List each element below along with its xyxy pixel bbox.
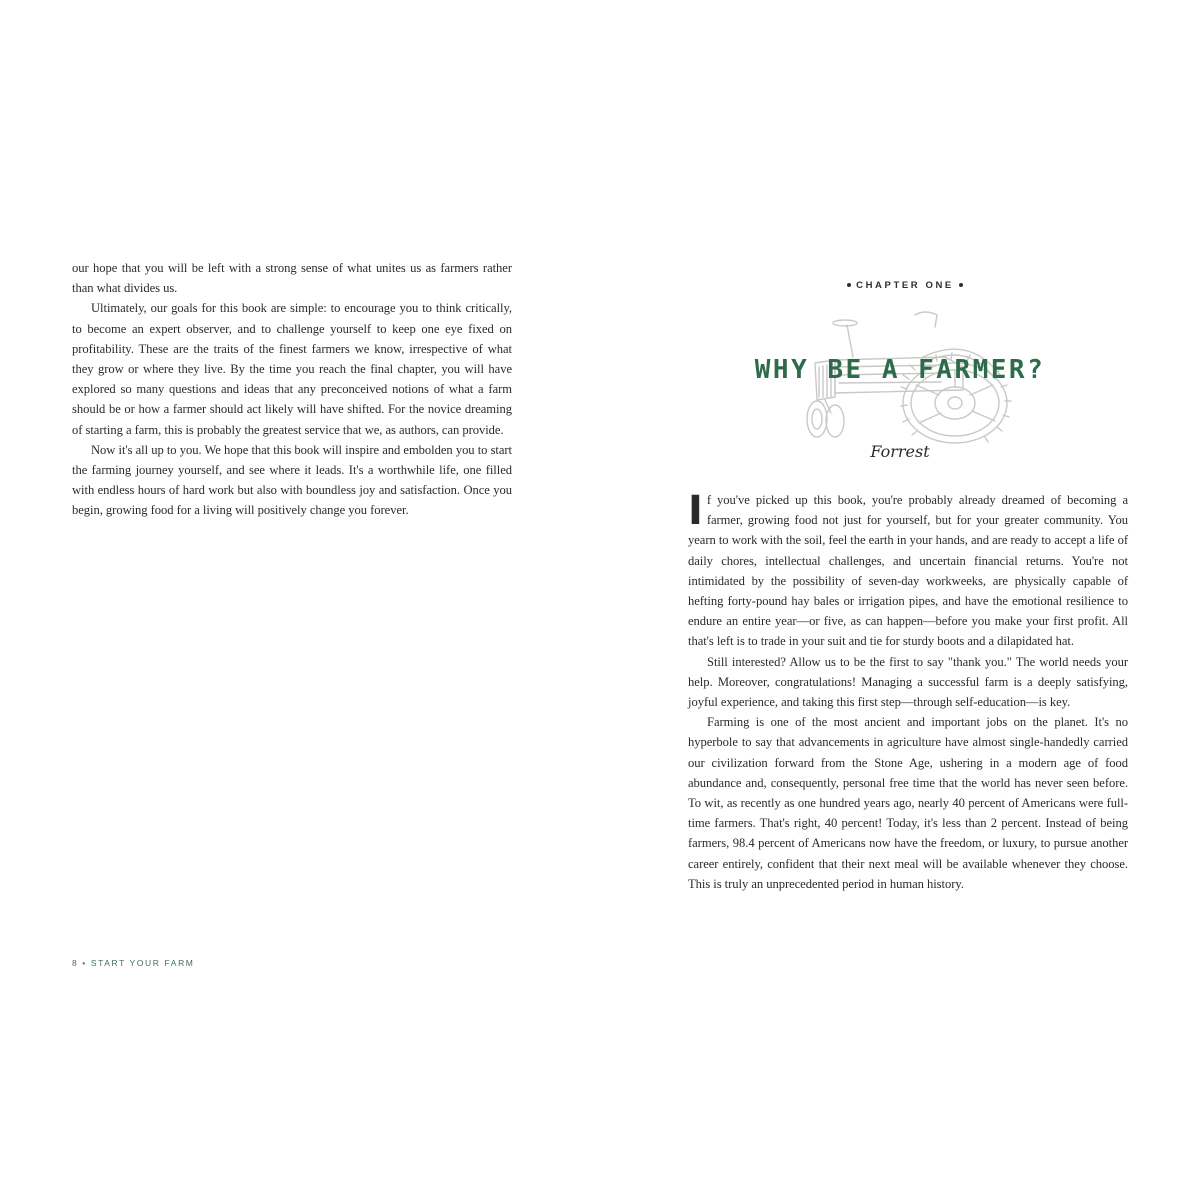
page-folio: 8 • START YOUR FARM [72, 958, 195, 968]
paragraph: our hope that you will be left with a strong sense of what unites us as farmers rather than what divides us. [72, 261, 512, 296]
paragraph: Still interested? Allow us to be the first to say "thank you." The world needs your help. Moreover, congratulations! Managing a successful farm is a deeply satisfying, joyful experience, and taking this first step—through self-education—is key. [688, 654, 1128, 710]
right-page [600, 0, 1200, 1200]
chapter-label [830, 280, 980, 291]
ornament-dot-icon [959, 283, 963, 287]
paragraph: Now it's all up to you. We hope that this book will inspire and embolden you to start the farming journey yourself, and see where it leads. It's a worthwhile life, one filled with endless hours of hard work but also with boundless joy and satisfaction. Once you begin, growing food for a living will positively change you forever. [72, 442, 512, 518]
left-page-body [72, 258, 512, 521]
chapter-label-text: CHAPTER ONE [856, 280, 954, 291]
drop-cap: I [688, 488, 703, 534]
first-paragraph-text: f you've picked up this book, you're probably already dreamed of becoming a farmer, growing food not just for yourself, but for your greater community. You yearn to work with the soil, feel the earth in your hands, and are ready to accept a life of daily chores, intellectual challenges, and uncertain financial returns. You're not intimidated by the possibility of seven-day workweeks, are physically capable of hefting forty-pound hay bales or irrigation pipes, and have the emotional resilience to endure an entire year—or five, as can happen—before you make your first profit. All that's left is to trade in your suit and tie for sturdy boots and a dilapidated hat. [688, 493, 1128, 649]
ornament-dot-icon [847, 283, 851, 287]
paragraph [688, 490, 1128, 652]
chapter-title: WHY BE A FARMER? [754, 355, 1046, 385]
right-page-body [688, 490, 1128, 894]
paragraph: Farming is one of the most ancient and important jobs on the planet. It's no hyperbole to say that advancements in agriculture have almost single-handedly carried our civilization forward from the Stone Age, ushering in a modern age of food abundance and, consequently, personal free time that the world has never seen before. To wit, as recently as one hundred years ago, nearly 40 percent of Americans were full-time farmers. That's right, 40 percent! Today, it's less than 2 percent. Instead of being farmers, 98.4 percent of Americans now have the freedom, or luxury, to pursue another career entirely, confident that their next meal will be available whenever they choose. This is truly an unprecedented period in human history. [688, 715, 1128, 891]
author-byline: Forrest [870, 442, 930, 461]
paragraph: Ultimately, our goals for this book are simple: to encourage you to think critically, to become an expert observer, and to challenge yourself to keep one eye fixed on profitability. These are the traits of the finest farmers we know, irrespective of what they grow or where they live. By the time you reach the final chapter, you will have explored so many questions and ideas that any preconceived notions of what a farm should be or how a farmer should act likely will have shifted. For the novice dreaming of starting a farm, this is probably the greatest service that we, as authors, can provide. [72, 301, 512, 437]
